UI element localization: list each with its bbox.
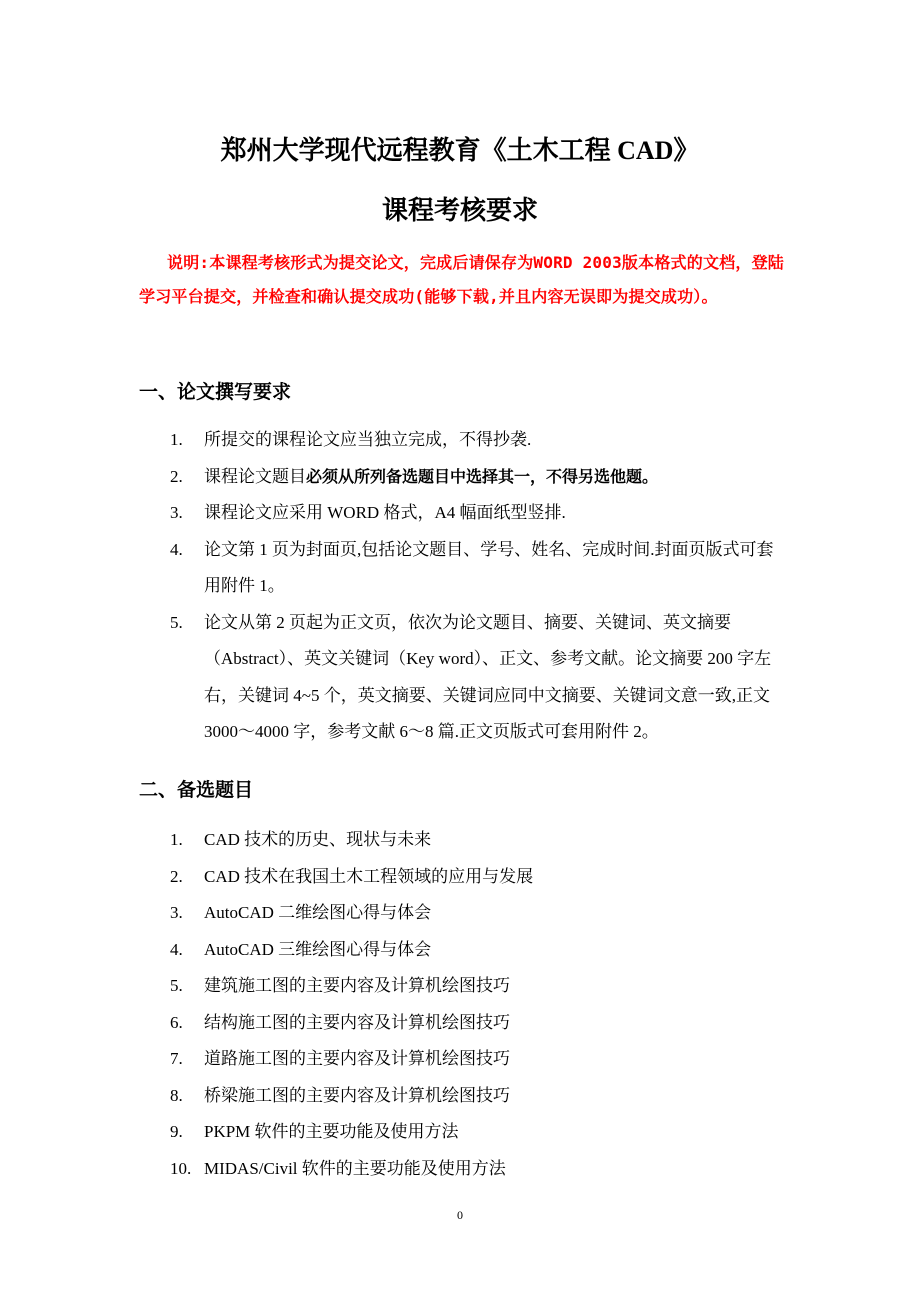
list-item <box>170 605 782 751</box>
topic-text: 建筑施工图的主要内容及计算机绘图技巧 <box>204 976 510 995</box>
list-item <box>170 422 782 459</box>
item-number: 9. <box>170 1122 183 1141</box>
topic-text: CAD 技术在我国土木工程领域的应用与发展 <box>204 866 534 886</box>
list-item <box>170 1041 782 1078</box>
item-text: 所提交的课程论文应当独立完成，不得抄袭. <box>204 430 532 449</box>
list-item <box>170 822 782 859</box>
topic-text: AutoCAD 二维绘图心得与体会 <box>204 903 432 922</box>
list-item <box>170 932 782 969</box>
item-number: 1. <box>170 830 183 849</box>
list-item <box>170 895 782 932</box>
item-text: 论文第 1 页为封面页,包括论文题目、学号、姓名、完成时间.封面页版式可套用附件 1。 <box>204 539 774 595</box>
section-heading-topics: 二、备选题目 <box>139 779 254 801</box>
document-title: 郑州大学现代远程教育《土木工程 CAD》 <box>220 136 700 165</box>
list-item <box>170 859 782 896</box>
item-text: 课程论文题目 <box>204 466 306 486</box>
item-text: 课程论文应采用 WORD 格式，A4 幅面纸型竖排. <box>204 503 566 522</box>
item-number: 5. <box>170 612 183 632</box>
item-number: 10. <box>170 1158 192 1178</box>
list-item <box>170 968 782 1005</box>
topic-text: CAD 技术的历史、现状与未来 <box>204 830 432 849</box>
item-number: 2. <box>170 866 183 886</box>
topic-text: MIDAS/Civil 软件的主要功能及使用方法 <box>204 1158 506 1178</box>
list-item <box>170 1151 782 1188</box>
list-item <box>170 1005 782 1042</box>
topic-text: 结构施工图的主要内容及计算机绘图技巧 <box>204 1012 510 1032</box>
item-number: 2. <box>170 466 183 486</box>
item-number: 3. <box>170 903 183 922</box>
topic-text: AutoCAD 三维绘图心得与体会 <box>204 939 432 959</box>
page-number: 0 <box>457 1208 463 1222</box>
item-number: 3. <box>170 503 183 522</box>
item-number: 1. <box>170 430 183 449</box>
item-number: 7. <box>170 1049 183 1068</box>
topic-text: 道路施工图的主要内容及计算机绘图技巧 <box>204 1049 510 1068</box>
item-text-bold: 必须从所列备选题目中选择其一，不得另选他题。 <box>306 466 659 486</box>
document-subtitle: 课程考核要求 <box>381 196 538 225</box>
item-number: 4. <box>170 539 183 559</box>
list-item <box>170 1114 782 1151</box>
item-number: 8. <box>170 1085 183 1105</box>
list-item <box>170 532 782 605</box>
section-heading-requirements: 一、论文撰写要求 <box>139 381 292 403</box>
instruction-note: 说明:本课程考核形式为提交论文，完成后请保存为WORD 2003版本格式的文档，登陆学习平台提交，并检查和确认提交成功(能够下载,并且内容无误即为提交成功）。 <box>139 253 784 306</box>
item-number: 6. <box>170 1012 183 1032</box>
item-number: 4. <box>170 939 183 959</box>
topic-text: PKPM 软件的主要功能及使用方法 <box>204 1122 459 1141</box>
list-item <box>170 1078 782 1115</box>
requirements-list <box>170 422 782 751</box>
topics-list <box>170 822 782 1187</box>
item-number: 5. <box>170 976 183 995</box>
topic-text: 桥梁施工图的主要内容及计算机绘图技巧 <box>204 1085 510 1105</box>
list-item <box>170 459 782 496</box>
item-text: 论文从第 2 页起为正文页，依次为论文题目、摘要、关键词、英文摘要（Abstract）、英文关键词（Key word）、正文、参考文献。论文摘要 200 字左右，关键词 4~5 个，英文摘要、关键词应同中文摘要、关键词文意一致,正文 3000～4000 字，参考文献 6～8 篇.正文页版式可套用附件 2。 <box>204 612 772 741</box>
list-item <box>170 495 782 532</box>
